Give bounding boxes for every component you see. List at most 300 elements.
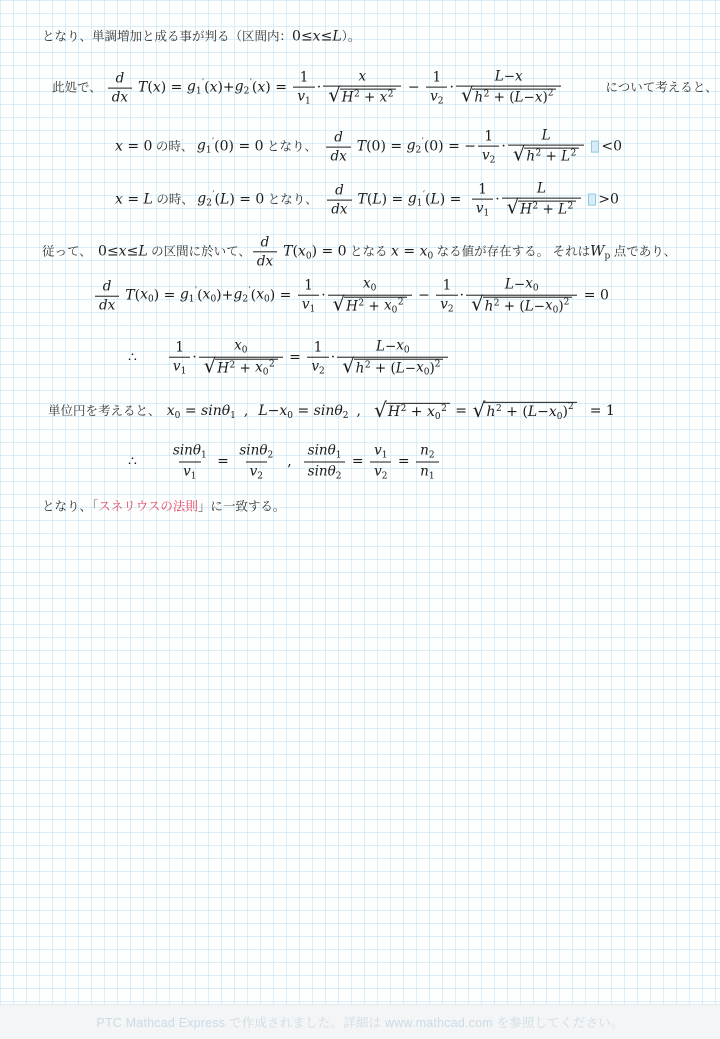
math-token	[197, 191, 214, 209]
subscript: 2	[243, 86, 250, 97]
operator: = 0	[579, 287, 609, 304]
subscript: 1	[195, 86, 202, 97]
variable: L	[541, 127, 551, 144]
math-token	[301, 28, 313, 46]
numerator	[416, 443, 438, 462]
variable: T	[125, 287, 135, 304]
math-token	[175, 339, 184, 355]
denominator	[307, 357, 328, 377]
variable: sinθ	[172, 442, 201, 459]
variable: h	[526, 148, 536, 165]
operator: ) =	[265, 79, 292, 96]
variable: dx	[99, 297, 116, 314]
radicand	[483, 297, 573, 316]
denominator	[253, 252, 277, 270]
unit-placeholder-icon	[588, 194, 596, 206]
math-token	[408, 191, 425, 209]
square-root	[512, 142, 580, 167]
operator: −	[533, 298, 545, 315]
math-token	[538, 202, 558, 218]
variable: x	[166, 402, 175, 419]
superscript: 2	[387, 89, 394, 100]
subscript: 2	[447, 304, 454, 315]
math-token	[526, 149, 541, 165]
variable: T	[283, 243, 293, 260]
numerator	[330, 129, 347, 146]
operator: ) =	[381, 191, 408, 208]
math-token	[234, 338, 247, 356]
operator: (	[519, 298, 525, 315]
variable: L	[561, 148, 571, 165]
fraction	[416, 443, 438, 482]
operator: +	[541, 148, 562, 165]
denominator	[466, 292, 577, 317]
text-snellius-conclusion[interactable]	[42, 498, 285, 516]
variable: x	[257, 79, 266, 96]
math-token	[356, 361, 371, 377]
variable: T	[356, 138, 367, 155]
math-token	[213, 453, 234, 471]
math-token	[321, 28, 333, 46]
math-token	[384, 298, 404, 316]
variable: x	[209, 79, 218, 96]
denominator	[304, 462, 346, 482]
subscript: 0	[532, 283, 539, 294]
highlighted-text: スネリウスの法則	[98, 499, 198, 514]
spacer	[586, 146, 589, 147]
subscript: 2	[428, 450, 435, 461]
math-token	[385, 339, 396, 355]
math-token	[460, 287, 464, 305]
math-token	[372, 191, 381, 209]
variable: v	[172, 358, 181, 375]
variable: x	[525, 275, 533, 292]
math-token	[549, 403, 563, 421]
superscript: 2	[397, 297, 404, 308]
text-run: となり、「	[42, 499, 99, 514]
math-token	[484, 128, 493, 144]
math-token	[292, 28, 301, 46]
math-token	[374, 443, 387, 461]
variable: g	[406, 137, 416, 154]
math-token	[403, 79, 424, 97]
denominator	[328, 292, 412, 317]
variable: L	[527, 403, 538, 420]
math-token	[528, 404, 537, 422]
subscript: 0	[174, 410, 181, 421]
math-token	[440, 191, 466, 209]
variable: v	[297, 88, 306, 105]
math-token	[153, 191, 197, 209]
math-token	[482, 148, 495, 166]
operator: (	[197, 287, 203, 304]
square-root	[460, 83, 557, 108]
math-token	[128, 453, 137, 471]
superscript: ′	[248, 286, 251, 297]
eq-unit-circle[interactable]	[48, 397, 615, 422]
math-token	[331, 201, 347, 217]
variable: v	[374, 463, 382, 480]
operator: ·	[459, 287, 465, 304]
variable: sinθ	[201, 402, 231, 419]
variable: h	[484, 298, 494, 315]
superscript: 2	[364, 360, 371, 371]
variable: x	[544, 297, 553, 314]
spacer	[321, 199, 325, 200]
math-token	[103, 278, 112, 294]
numerator	[474, 181, 491, 198]
radical-icon: √	[342, 354, 355, 378]
math-token	[148, 243, 251, 261]
spacer	[349, 411, 357, 412]
math-token	[216, 287, 233, 305]
operator: ·	[330, 349, 336, 366]
numerator	[169, 443, 211, 462]
variable: x	[115, 138, 123, 155]
math-token	[542, 128, 551, 144]
subscript: 2	[335, 471, 342, 482]
variable: x	[419, 243, 428, 259]
math-token	[52, 79, 102, 97]
math-token	[504, 69, 515, 85]
spacer	[466, 199, 470, 200]
operator: −	[537, 403, 549, 420]
operator: <0	[601, 138, 622, 155]
math-token	[308, 443, 342, 461]
operator: =	[450, 403, 472, 420]
operator: ,	[356, 403, 361, 420]
eq-at-x-L[interactable]	[115, 181, 619, 220]
variable: dx	[256, 253, 274, 270]
math-token	[261, 234, 270, 250]
subscript: 0	[147, 294, 154, 305]
fraction	[323, 69, 401, 108]
numerator	[538, 128, 555, 145]
math-token	[217, 361, 235, 377]
operator: −	[523, 89, 535, 106]
math-token	[605, 79, 717, 97]
math-token	[192, 349, 196, 367]
operator: ) = 0	[229, 191, 265, 208]
math-token	[239, 443, 273, 461]
math-token	[486, 404, 501, 422]
subscript: 0	[434, 411, 441, 422]
operator: +	[501, 403, 523, 420]
numerator	[429, 69, 446, 86]
denominator	[293, 87, 314, 107]
eq-at-x-zero[interactable]	[115, 128, 622, 167]
variable: L	[558, 201, 568, 218]
operator: +	[235, 360, 256, 377]
operator: =	[180, 403, 202, 420]
radicand	[472, 88, 556, 106]
numerator	[370, 443, 391, 462]
numerator	[99, 278, 116, 295]
superscript: 2	[547, 88, 554, 99]
math-token	[144, 191, 153, 209]
subscript: 0	[556, 411, 563, 422]
math-token	[376, 339, 385, 355]
operator: (	[250, 287, 257, 304]
radicand	[354, 359, 444, 378]
math-token	[388, 404, 406, 422]
variable: x	[297, 243, 306, 259]
math-token	[255, 360, 275, 378]
operator: +	[538, 201, 559, 218]
math-token	[558, 202, 573, 218]
math-token	[420, 443, 434, 461]
math-token	[405, 361, 416, 377]
operator: (	[134, 287, 141, 304]
spacer	[320, 146, 324, 147]
fraction	[472, 181, 493, 218]
text-run: となり、	[264, 192, 322, 207]
math-token	[537, 181, 546, 197]
operator: ·	[449, 79, 454, 96]
operator: ) = 0	[311, 243, 347, 260]
variable: x	[426, 403, 435, 420]
subscript: 2	[381, 471, 388, 482]
math-token	[407, 138, 424, 156]
subscript: 1	[201, 450, 207, 461]
operator: ,	[287, 453, 292, 470]
radicand	[386, 402, 450, 421]
operator: ·	[321, 287, 326, 304]
subscript: 0	[264, 294, 270, 305]
variable: dx	[330, 148, 347, 165]
variable: T	[138, 79, 148, 96]
subscript: 0	[262, 367, 269, 378]
math-token	[256, 287, 270, 305]
variable: g	[179, 286, 189, 303]
math-token	[127, 243, 139, 261]
fraction	[108, 70, 132, 105]
numerator	[304, 443, 346, 462]
variable: x	[234, 337, 242, 354]
operator: −	[384, 338, 397, 355]
radicand	[344, 297, 407, 316]
math-token	[514, 277, 525, 293]
math-token	[590, 243, 610, 261]
denominator	[298, 295, 319, 315]
radicand	[215, 359, 278, 378]
math-token	[476, 201, 489, 219]
math-token	[433, 243, 590, 261]
math-token	[451, 403, 472, 421]
fraction	[235, 443, 277, 482]
eq-snell-ratios[interactable]	[128, 443, 441, 482]
math-token	[332, 28, 341, 46]
operator: (	[214, 191, 221, 208]
operator: = 1	[589, 403, 615, 420]
radical-icon: √	[332, 292, 346, 316]
variable: g	[196, 137, 206, 154]
subscript: 2	[319, 366, 325, 377]
math-token	[545, 298, 558, 316]
math-token	[98, 243, 107, 261]
subscript: 2	[415, 145, 422, 156]
operator: )	[542, 89, 548, 106]
variable: h	[486, 403, 496, 420]
math-token	[116, 70, 125, 86]
spacer	[578, 411, 590, 412]
numerator	[300, 277, 317, 294]
variable: h	[474, 89, 484, 106]
math-token	[264, 191, 321, 209]
variable: x	[358, 68, 367, 85]
variable: n	[420, 442, 429, 459]
numerator	[439, 277, 456, 294]
unit-placeholder-icon	[591, 141, 599, 153]
variable: v	[482, 147, 490, 164]
radical-icon: √	[506, 195, 520, 219]
operator: ·	[316, 79, 322, 96]
variable: L	[536, 180, 546, 197]
math-token	[598, 191, 619, 209]
superscript: 2	[535, 148, 542, 159]
variable: W	[590, 243, 605, 259]
variable: v	[440, 296, 448, 313]
square-root	[471, 292, 572, 317]
fraction	[95, 278, 119, 313]
radicand	[518, 201, 576, 218]
numerator	[355, 69, 371, 86]
math-token	[440, 297, 453, 315]
math-token	[99, 297, 115, 313]
math-token	[173, 359, 186, 377]
math-token	[502, 404, 523, 422]
variable: L	[395, 360, 405, 377]
numerator	[310, 339, 327, 356]
variable: x	[396, 337, 404, 354]
operator: (	[424, 191, 431, 208]
math-token	[317, 79, 321, 97]
text-run: なる値が存在する。 それは	[433, 244, 591, 259]
math-token	[313, 28, 321, 46]
eq-equal-slopes[interactable]	[128, 338, 450, 379]
math-token	[198, 498, 286, 516]
operator: (	[390, 360, 396, 377]
operator: −	[503, 68, 516, 85]
math-token	[474, 90, 489, 106]
superscript: 2	[441, 403, 447, 414]
math-token	[416, 360, 429, 378]
operator: 1	[484, 128, 493, 145]
math-token	[125, 287, 134, 305]
math-token	[298, 243, 312, 261]
superscript: 2	[434, 359, 441, 370]
operator: 1	[432, 69, 442, 86]
eq-derivative-general[interactable]	[52, 69, 718, 108]
subscript: 1	[335, 450, 342, 461]
text-run: となり、単調増加と成る事が判る（区間内：	[42, 29, 293, 44]
math-token	[537, 404, 549, 422]
text-existence-x0[interactable]	[42, 234, 676, 269]
superscript: 2	[269, 359, 275, 370]
denominator	[370, 462, 391, 482]
text-run: 此処で、	[52, 80, 102, 95]
eq-derivative-at-x0[interactable]	[93, 276, 609, 317]
math-token	[535, 90, 543, 106]
subscript: 1	[309, 304, 316, 315]
operator: (	[204, 79, 210, 96]
variable: H	[346, 298, 358, 315]
math-token	[293, 403, 314, 421]
operator: =	[284, 349, 306, 366]
variable: x	[515, 68, 523, 85]
math-token	[115, 138, 123, 156]
variable: L	[372, 191, 382, 208]
numerator	[533, 181, 550, 198]
fraction	[169, 443, 211, 482]
variable: g	[197, 190, 207, 207]
operator: (	[251, 79, 258, 96]
fraction	[298, 277, 319, 314]
subscript: 0	[370, 283, 377, 294]
variable: v	[249, 463, 258, 480]
subscript: 2	[489, 155, 496, 166]
variable: v	[475, 200, 484, 217]
math-token	[112, 89, 128, 105]
math-token	[501, 138, 505, 156]
math-token	[524, 90, 535, 106]
operator: =	[393, 453, 415, 470]
variable: v	[374, 442, 382, 459]
variable: dx	[331, 201, 348, 218]
math-token	[601, 138, 622, 156]
denominator	[169, 357, 190, 377]
denominator	[508, 142, 585, 167]
math-token	[98, 498, 198, 516]
spacer	[279, 462, 287, 463]
variable: L	[258, 403, 268, 420]
numerator	[501, 276, 543, 295]
math-token	[233, 287, 250, 305]
math-token	[449, 79, 453, 97]
math-token	[568, 403, 574, 422]
math-token	[346, 299, 364, 315]
variable: L	[494, 68, 504, 85]
variable: L	[430, 191, 440, 208]
variable: d	[115, 70, 125, 87]
operator: (	[522, 403, 528, 420]
denominator	[456, 83, 562, 108]
superscript: 2	[483, 89, 490, 100]
operator: −	[403, 79, 425, 96]
operator: +	[406, 403, 427, 420]
operator: −	[267, 403, 280, 420]
math-token	[180, 403, 201, 421]
fraction	[307, 339, 328, 376]
operator: ) =	[269, 287, 296, 304]
text-run: 」に一致する。	[197, 499, 286, 514]
numerator	[257, 234, 274, 251]
math-token	[548, 89, 554, 106]
variable: H	[387, 403, 401, 420]
operator: 0	[98, 243, 107, 260]
denominator	[95, 295, 119, 313]
math-token	[270, 287, 296, 305]
math-token	[421, 137, 477, 156]
math-token	[382, 191, 408, 209]
math-token	[140, 287, 154, 305]
fraction	[327, 182, 351, 217]
text-monotonic-increase[interactable]	[42, 28, 360, 46]
subscript: 1	[305, 96, 311, 107]
math-token	[435, 360, 441, 377]
fraction	[508, 128, 585, 167]
math-token	[203, 287, 217, 305]
